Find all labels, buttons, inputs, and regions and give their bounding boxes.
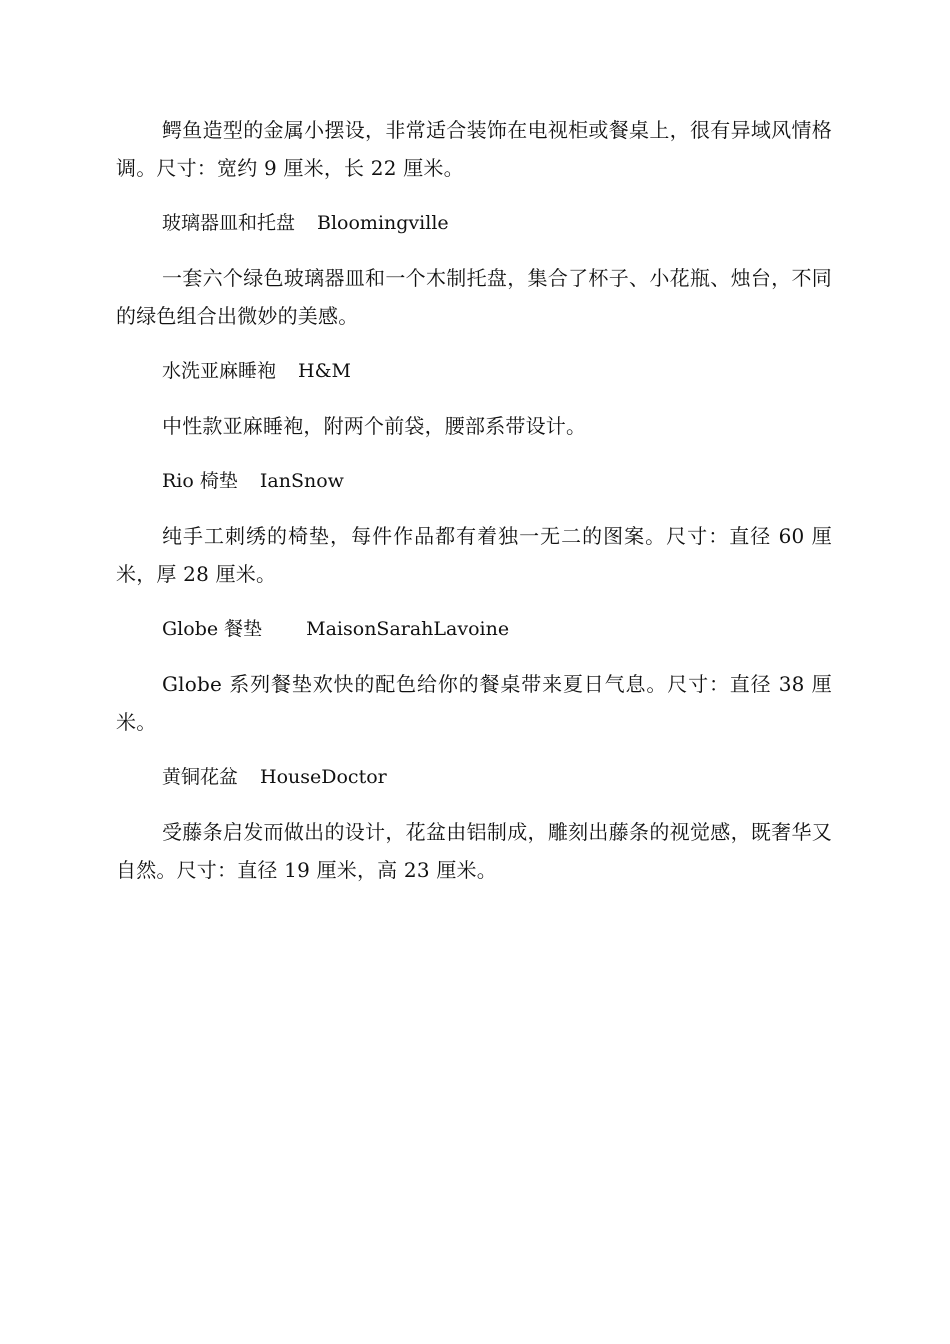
product-description: 一套六个绿色玻璃器皿和一个木制托盘，集合了杯子、小花瓶、烛台，不同的绿色组合出微妙的美感。 <box>116 266 832 328</box>
product-name: 水洗亚麻睡袍 <box>162 360 277 382</box>
product-name: Rio 椅垫 <box>162 470 238 492</box>
brand-name: Bloomingville <box>317 212 449 234</box>
brand-name: H&M <box>298 360 351 382</box>
product-name: 黄铜花盆 <box>162 766 239 788</box>
product-description: 受藤条启发而做出的设计，花盆由铝制成，雕刻出藤条的视觉感，既奢华又自然。尺寸：直径 19 厘米，高 23 厘米。 <box>116 820 832 882</box>
product-name: Globe 餐垫 <box>162 618 263 640</box>
product-description: 中性款亚麻睡袍，附两个前袋，腰部系带设计。 <box>162 414 587 438</box>
product-description: 鳄鱼造型的金属小摆设，非常适合装饰在电视柜或餐桌上，很有异域风情格调。尺寸：宽约 9 厘米，长 22 厘米。 <box>116 118 832 180</box>
product-name: 玻璃器皿和托盘 <box>162 212 296 234</box>
brand-name: IanSnow <box>259 470 344 492</box>
brand-name: MaisonSarahLavoine <box>306 618 510 640</box>
product-heading <box>116 204 832 242</box>
product-heading <box>116 462 832 500</box>
product-description: 纯手工刺绣的椅垫，每件作品都有着独一无二的图案。尺寸：直径 60 厘米，厚 28 厘米。 <box>116 524 832 586</box>
document-body <box>116 111 832 889</box>
product-heading <box>116 352 832 390</box>
product-heading <box>116 610 832 648</box>
brand-name: HouseDoctor <box>260 766 387 788</box>
product-heading <box>116 758 832 796</box>
product-description: Globe 系列餐垫欢快的配色给你的餐桌带来夏日气息。尺寸：直径 38 厘米。 <box>116 672 832 734</box>
